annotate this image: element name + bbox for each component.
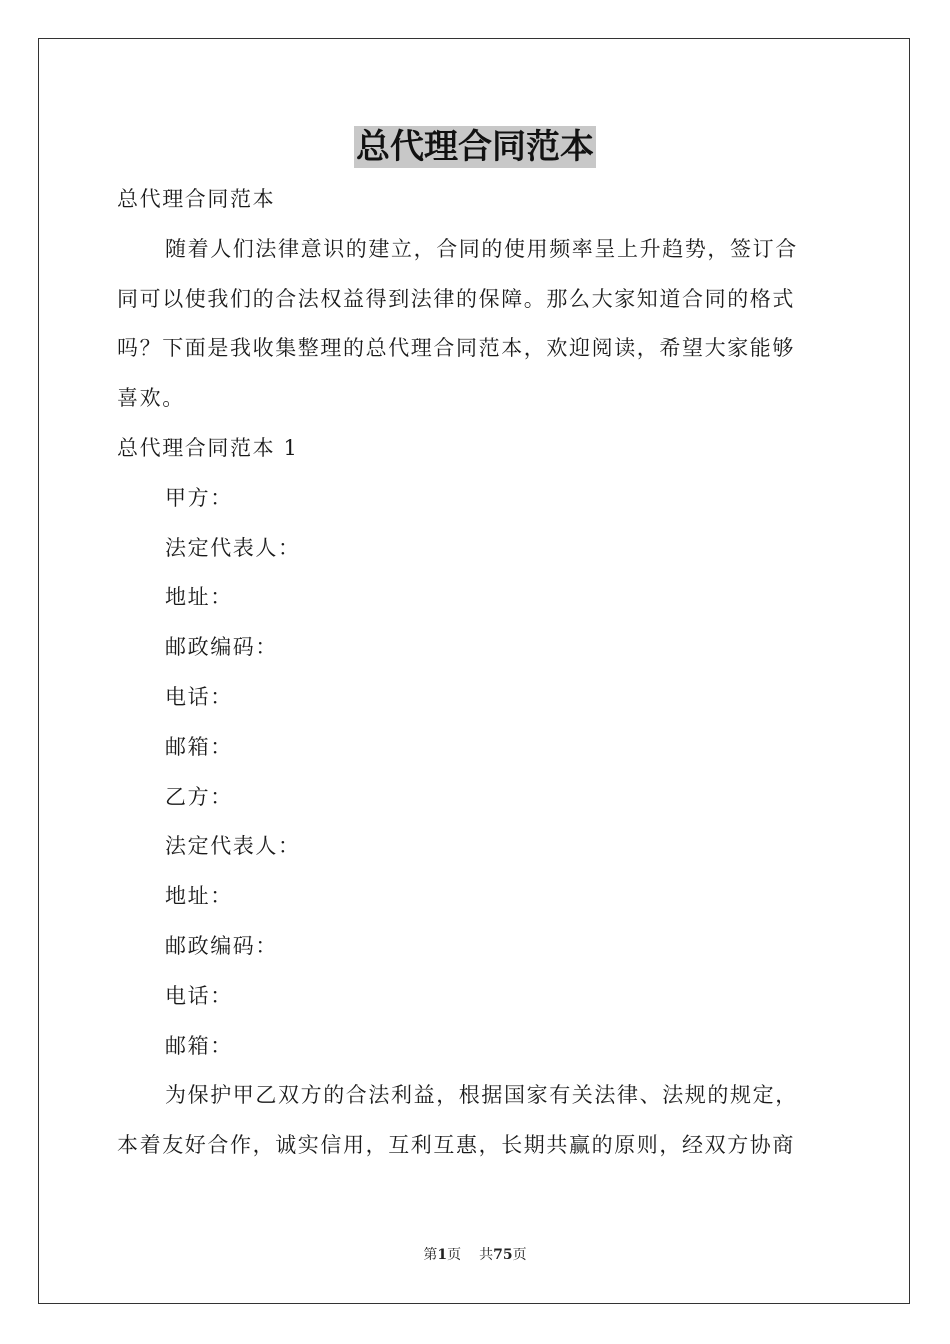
- page-prefix: 第: [423, 1247, 438, 1263]
- document-title: 总代理合同范本: [356, 127, 594, 167]
- title-container: [0, 126, 950, 168]
- page-footer: [0, 1246, 950, 1264]
- text-line: 总代理合同范本: [117, 187, 276, 211]
- field-label: 邮政编码：: [165, 933, 278, 958]
- text-line: 随着人们法律意识的建立，合同的使用频率呈上升趋势，签订合: [165, 236, 798, 261]
- page-number: 1: [437, 1247, 448, 1263]
- field-label: 邮政编码：: [165, 635, 278, 660]
- total-suffix: 页: [512, 1247, 527, 1263]
- field-label: 地址：: [165, 585, 233, 610]
- field-label: 邮箱：: [165, 1033, 233, 1058]
- field-label: 乙方：: [165, 784, 233, 809]
- field-label: 地址：: [165, 884, 233, 909]
- text-line: 为保护甲乙双方的合法利益，根据国家有关法律、法规的规定，: [165, 1083, 798, 1108]
- field-label: 电话：: [165, 684, 233, 709]
- text-line: 吗？下面是我收集整理的总代理合同范本，欢迎阅读，希望大家能够: [117, 336, 795, 361]
- text-line: 同可以使我们的合法权益得到法律的保障。那么大家知道合同的格式: [117, 286, 795, 311]
- field-label: 邮箱：: [165, 734, 233, 759]
- text-line: 本着友好合作，诚实信用，互利互惠，长期共赢的原则，经双方协商: [117, 1133, 795, 1158]
- total-prefix: 共: [479, 1247, 494, 1263]
- field-label: 电话：: [165, 983, 233, 1008]
- field-label: 法定代表人：: [165, 535, 301, 560]
- field-label: 甲方：: [165, 485, 233, 510]
- text-line: 喜欢。: [117, 386, 185, 411]
- page-suffix: 页: [447, 1247, 462, 1263]
- section-heading: 总代理合同范本 1: [117, 435, 299, 460]
- document-body: [117, 175, 835, 1171]
- total-pages: 75: [493, 1247, 513, 1263]
- field-label: 法定代表人：: [165, 834, 301, 859]
